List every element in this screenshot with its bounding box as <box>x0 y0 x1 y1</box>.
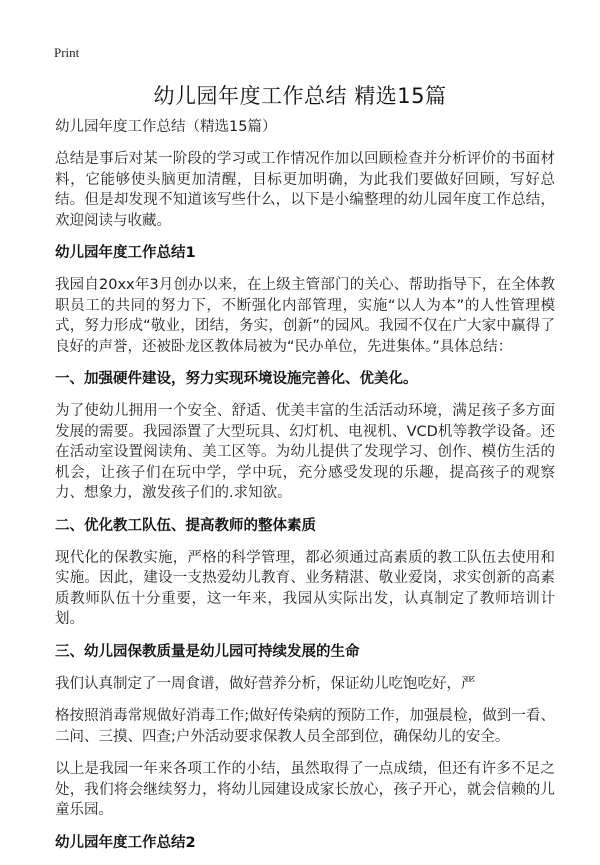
section-heading-quality: 三、幼儿园保教质量是幼儿园可持续发展的生命 <box>55 643 360 660</box>
intro-paragraph: 总结是事后对某一阶段的学习或工作情况作加以回顾检查并分析评价的书面材料，它能够使头脑更加清醒，目标更加明确，为此我们要做好回顾，写好总结。但是却发现不知道该写些什么，以下是小编整理的幼儿园年度工作总结，欢迎阅读与收藏。 <box>55 151 555 229</box>
page-title: 幼儿园年度工作总结 精选15篇 <box>153 84 447 108</box>
section-heading-summary-2: 幼儿园年度工作总结2 <box>55 834 196 851</box>
section-heading-staff: 二、优化教工队伍、提高教师的整体素质 <box>55 517 316 534</box>
section-heading-summary-1: 幼儿园年度工作总结1 <box>55 245 196 261</box>
hardware-paragraph: 为了使幼儿拥用一个安全、舒适、优美丰富的生活活动环境，满足孩子多方面发展的需要。我园添置了大型玩具、幻灯机、电视机、VCD机等教学设备。还在活动室设置阅读角、美工区等。为幼儿提供了发现学习、创作、模仿生活的机会，让孩子们在玩中学，学中玩，充分感受发现的乐趣，提高孩子的观察力、想象力，激发孩子们的.求知欲。 <box>55 403 555 501</box>
conclusion-paragraph: 以上是我园一年来各项工作的小结，虽然取得了一点成绩，但还有许多不足之处，我们将会继续努力，将幼儿园建设成家长放心，孩子开心，就会信赖的儿童乐园。 <box>55 761 555 818</box>
quality-paragraph-2: 格按照消毒常规做好消毒工作;做好传染病的预防工作，加强晨检，做到一看、二问、三摸、四查;户外活动要求保教人员全部到位，确保幼儿的安全。 <box>55 708 555 745</box>
document-body <box>55 117 555 865</box>
document-subtitle: 幼儿园年度工作总结（精选15篇） <box>55 119 277 135</box>
summary-1-paragraph: 我园自20xx年3月创办以来，在上级主管部门的关心、帮助指导下，在全体教职员工的共同的努力下，不断强化内部管理，实施“以人为本”的人性管理模式，努力形成“敬业，团结，务实，创新”的园风。我园不仅在广大家中赢得了良好的声誉，还被卧龙区教体局被为“民办单位，先进集体。”具体总结： <box>55 277 555 355</box>
print-link[interactable]: Print <box>54 45 80 60</box>
quality-paragraph-1: 我们认真制定了一周食谱，做好营养分析，保证幼儿吃饱吃好，严 <box>55 675 476 692</box>
section-heading-hardware: 一、加强硬件建设，努力实现环境设施完善化、优美化。 <box>55 371 418 387</box>
staff-paragraph: 现代化的保教实施，严格的科学管理，都必须通过高素质的教工队伍去使用和实施。因此，建设一支热爱幼儿教育、业务精湛、敬业爱岗，求实创新的高素质教师队伍十分重要，这一年来，我园从实际出发，认真制定了教师培训计划。 <box>55 549 555 627</box>
